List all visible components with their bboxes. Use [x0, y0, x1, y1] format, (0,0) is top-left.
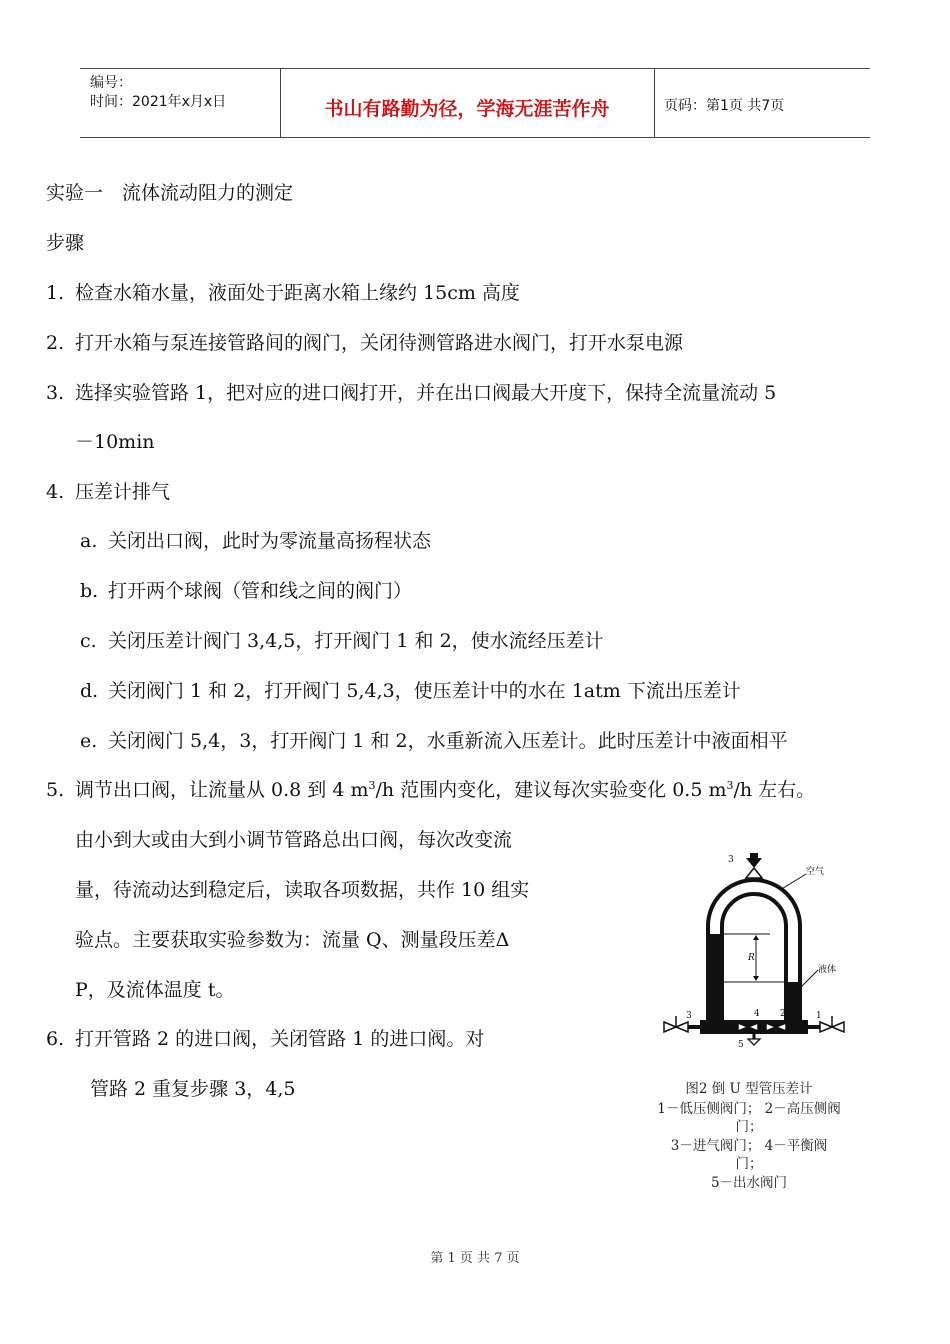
substep-a-label: a. [80, 530, 98, 552]
superscript-3: 3 [368, 779, 376, 792]
step-5-text-line5: P，及流体温度 t。 [75, 979, 235, 1001]
header-meta [80, 69, 281, 137]
step-5-text-a: 调节出口阀，让流量从 0.8 到 4 m [75, 779, 369, 801]
step-2-text: 打开水箱与泵连接管路间的阀门，关闭待测管路进水阀门，打开水泵电源 [75, 332, 684, 354]
step-3-number: 3. [46, 382, 65, 404]
figure-caption-2: 1－低压侧阀门； 2－高压侧阀 [657, 1101, 841, 1117]
experiment-title: 实验一 流体流动阻力的测定 [46, 182, 294, 204]
u-tube-manometer-figure [660, 848, 850, 1048]
figure-caption-1: 图2 倒 U 型管压差计 [685, 1081, 813, 1097]
valve-3-top-label: 3 [728, 855, 734, 865]
substep-e-text: 关闭阀门 5,4，3，打开阀门 1 和 2，水重新流入压差计。此时压差计中液面相平 [108, 730, 788, 752]
substep-d-text: 关闭阀门 1 和 2，打开阀门 5,4,3，使压差计中的水在 1atm 下流出压差计 [108, 680, 741, 702]
page-header [80, 68, 870, 138]
step-4-text: 压差计排气 [75, 481, 171, 503]
step-3-text-line2: －10min [75, 431, 155, 453]
motto: 书山有路勤为径，学海无涯苦作舟 [324, 98, 610, 120]
step-5-text-line1 [75, 778, 815, 802]
substep-d-label: d. [80, 680, 99, 702]
valve-5-label: 5 [738, 1040, 744, 1048]
page-info: 页码：第1页 共7页 [664, 98, 785, 114]
step-6-number: 6. [46, 1028, 65, 1050]
substep-c-text: 关闭压差计阀门 3,4,5，打开阀门 1 和 2，使水流经压差计 [108, 630, 604, 652]
r-label: R [748, 953, 755, 963]
valve-3-label: 3 [686, 1011, 692, 1021]
steps-heading: 步骤 [46, 232, 85, 254]
air-label: 空气 [806, 867, 825, 877]
liquid-right [786, 982, 800, 1026]
step-5-text-c: /h 左右。 [733, 779, 816, 801]
step-5-number: 5. [46, 779, 65, 801]
step-6-text-line1: 打开管路 2 的进口阀，关闭管路 1 的进口阀。对 [75, 1028, 485, 1050]
step-6-text-line2: 管路 2 重复步骤 3，4,5 [90, 1078, 296, 1100]
step-5-text-line4: 验点。主要获取实验参数为：流量 Q、测量段压差Δ [75, 929, 510, 951]
step-1-text: 检查水箱水量，液面处于距离水箱上缘约 15cm 高度 [75, 282, 520, 304]
figure-caption-4: 3－进气阀门； 4－平衡阀 [670, 1138, 828, 1154]
liquid-left [708, 934, 722, 1026]
step-5-text-b: /h 范围内变化，建议每次实验变化 0.5 m [375, 779, 727, 801]
figure-caption-6: 5－出水阀门 [710, 1175, 788, 1191]
substep-b-text: 打开两个球阀（管和线之间的阀门） [108, 580, 413, 602]
step-5-text-line3: 量，待流动达到稳定后，读取各项数据，共作 10 组实 [75, 879, 530, 901]
substep-b-label: b. [80, 580, 99, 602]
step-2-number: 2. [46, 332, 65, 354]
substep-e-label: e. [80, 730, 98, 752]
valve-2-label: 2 [780, 1009, 786, 1019]
header-motto-cell [280, 69, 655, 137]
figure-caption-5: 门； [735, 1156, 763, 1172]
step-1-number: 1. [46, 282, 65, 304]
figure-caption-3: 门； [735, 1119, 763, 1135]
code-label: 编号： [90, 75, 132, 91]
step-4-number: 4. [46, 481, 65, 503]
page-footer: 第 1 页 共 7 页 [430, 1251, 520, 1266]
step-3-text-line1: 选择实验管路 1，把对应的进口阀打开，并在出口阀最大开度下，保持全流量流动 5 [75, 382, 777, 404]
time-label: 时间：2021年x月x日 [90, 94, 227, 110]
valve-1-label: 1 [816, 1011, 822, 1021]
substep-a-text: 关闭出口阀，此时为零流量高扬程状态 [108, 530, 432, 552]
header-page-cell [654, 69, 870, 137]
liquid-label: 液体 [818, 965, 837, 975]
superscript-3: 3 [726, 779, 734, 792]
valve-4-label: 4 [754, 1009, 760, 1019]
step-5-text-line2: 由小到大或由大到小调节管路总出口阀，每次改变流 [75, 829, 513, 851]
top-valve-icon [746, 853, 762, 878]
substep-c-label: c. [80, 630, 97, 652]
